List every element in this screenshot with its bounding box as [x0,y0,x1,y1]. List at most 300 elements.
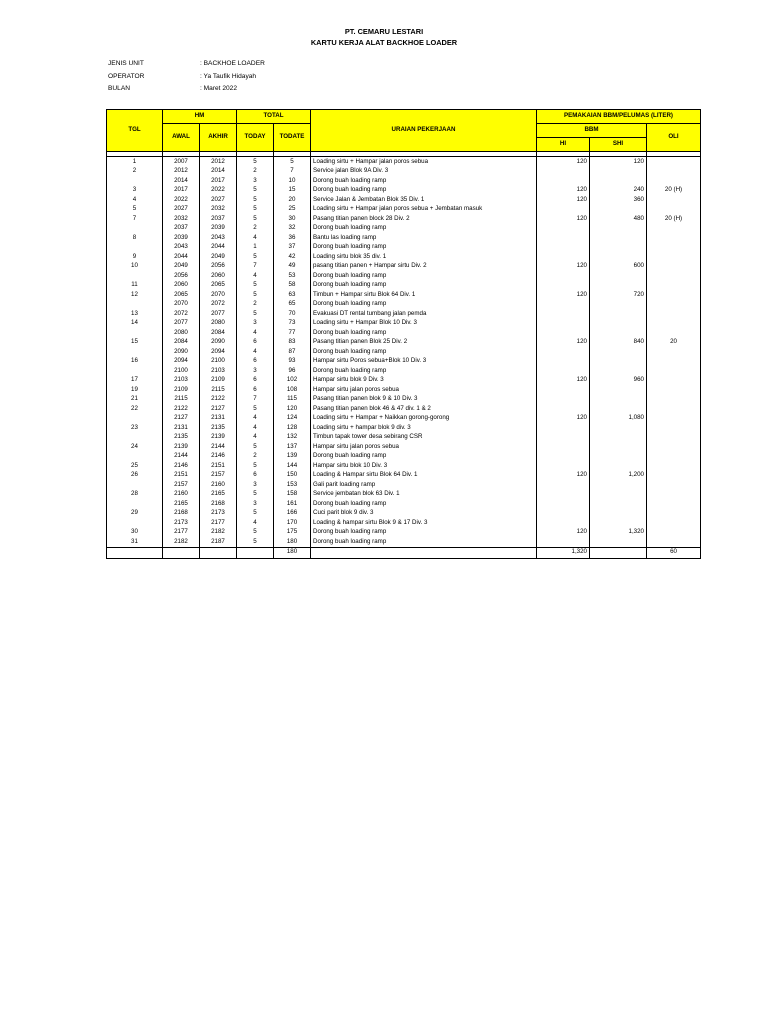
cell-uraian: pasang titian panen + Hampar sirtu Div. 2 [311,262,537,272]
cell-hi [537,509,590,519]
table-row [107,309,701,319]
cell-awal: 2049 [163,262,200,272]
cell-oli [647,195,701,205]
cell-akhir: 2012 [200,157,237,167]
cell-hi [537,537,590,547]
cell-awal: 2139 [163,442,200,452]
cell-akhir: 2090 [200,338,237,348]
cell-awal: 2135 [163,433,200,443]
cell-tgl [107,366,163,376]
cell-uraian: Dorong buah loading ramp [311,347,537,357]
cell-akhir: 2182 [200,528,237,538]
cell-tgl [107,499,163,509]
cell-awal: 2072 [163,309,200,319]
cell-today: 6 [237,357,274,367]
cell-uraian: Dorong buah loading ramp [311,243,537,253]
cell-hi: 120 [537,528,590,538]
cell-today: 5 [237,537,274,547]
table-row [107,461,701,471]
cell-shi [590,243,647,253]
cell-oli [647,461,701,471]
table-row [107,271,701,281]
cell-tgl: 9 [107,252,163,262]
cell-uraian: Hampar sirtu blok 10 Div. 3 [311,461,537,471]
cell-akhir: 2109 [200,376,237,386]
cell-shi [590,537,647,547]
cell-shi: 240 [590,186,647,196]
cell-awal: 2151 [163,471,200,481]
cell-uraian: Service Jalan & Jembatan Blok 35 Div. 1 [311,195,537,205]
cell-awal: 2115 [163,395,200,405]
table-row [107,224,701,234]
cell-uraian: Pasang titian panen Blok 25 Div. 2 [311,338,537,348]
cell-shi [590,490,647,500]
cell-awal: 2065 [163,290,200,300]
cell-tgl: 28 [107,490,163,500]
cell-today: 5 [237,490,274,500]
cell-todate: 10 [274,176,311,186]
cell-shi [590,423,647,433]
cell-todate: 83 [274,338,311,348]
cell-hi [537,366,590,376]
table-row [107,518,701,528]
cell-todate: 161 [274,499,311,509]
cell-akhir: 2084 [200,328,237,338]
cell-hi [537,442,590,452]
cell-today: 2 [237,300,274,310]
header-shi: SHI [590,138,647,152]
cell-hi [537,461,590,471]
cell-awal: 2070 [163,300,200,310]
cell-today: 6 [237,338,274,348]
cell-oli [647,300,701,310]
cell-shi [590,271,647,281]
cell-shi: 840 [590,338,647,348]
cell-akhir: 2177 [200,518,237,528]
header-awal: AWAL [163,124,200,152]
cell-tgl [107,243,163,253]
cell-todate: 128 [274,423,311,433]
table-row [107,252,701,262]
cell-uraian: Loading sirtu + Hampar + Naikkan gorong-gorong [311,414,537,424]
cell-today: 5 [237,442,274,452]
table-row [107,157,701,167]
table-row [107,395,701,405]
cell-today: 3 [237,499,274,509]
cell-todate: 96 [274,366,311,376]
cell-hi [537,233,590,243]
cell-akhir: 2056 [200,262,237,272]
cell-tgl: 5 [107,205,163,215]
table-row [107,442,701,452]
cell-todate: 30 [274,214,311,224]
cell-shi [590,205,647,215]
cell-today: 5 [237,252,274,262]
table-row [107,262,701,272]
cell-uraian: Pasang titian panen block 28 Div. 2 [311,214,537,224]
table-row [107,480,701,490]
table-row [107,537,701,547]
cell-oli [647,414,701,424]
cell-awal: 2146 [163,461,200,471]
cell-uraian: Dorong buah loading ramp [311,271,537,281]
cell-todate: 170 [274,518,311,528]
cell-shi [590,176,647,186]
cell-shi [590,480,647,490]
cell-akhir: 2103 [200,366,237,376]
cell-awal: 2103 [163,376,200,386]
cell-awal: 2037 [163,224,200,234]
cell-todate: 166 [274,509,311,519]
cell-today: 4 [237,433,274,443]
cell-today: 4 [237,347,274,357]
cell-todate: 108 [274,385,311,395]
cell-todate: 102 [274,376,311,386]
cell-oli [647,518,701,528]
cell-uraian: Loading sirtu blok 35 div. 1 [311,252,537,262]
table-row [107,509,701,519]
cell-tgl [107,176,163,186]
cell-awal: 2173 [163,518,200,528]
cell-today: 4 [237,518,274,528]
cell-oli [647,537,701,547]
cell-shi [590,252,647,262]
cell-tgl [107,433,163,443]
cell-uraian: Loading sirtu + Hampar Blok 10 Div. 3 [311,319,537,329]
header-bbm: BBM [537,124,647,138]
cell-tgl [107,347,163,357]
cell-today: 3 [237,366,274,376]
table-row [107,290,701,300]
cell-akhir: 2072 [200,300,237,310]
cell-hi: 120 [537,290,590,300]
cell-todate: 37 [274,243,311,253]
cell-awal: 2084 [163,338,200,348]
cell-uraian: Loading & Hampar sirtu Blok 64 Div. 1 [311,471,537,481]
meta-value: : Maret 2022 [200,85,238,92]
cell-awal: 2182 [163,537,200,547]
cell-oli [647,490,701,500]
cell-shi [590,319,647,329]
cell-shi [590,328,647,338]
cell-tgl: 1 [107,157,163,167]
cell-oli [647,290,701,300]
cell-oli [647,480,701,490]
cell-shi [590,395,647,405]
cell-todate: 42 [274,252,311,262]
cell-shi [590,309,647,319]
cell-oli [647,366,701,376]
cell-shi [590,509,647,519]
cell-today: 5 [237,461,274,471]
cell-hi [537,271,590,281]
cell-today: 2 [237,167,274,177]
cell-today: 5 [237,281,274,291]
cell-today: 6 [237,471,274,481]
cell-oli [647,385,701,395]
cell-awal: 2160 [163,490,200,500]
table-row [107,366,701,376]
cell-uraian: Dorong buah loading ramp [311,186,537,196]
cell-today: 5 [237,186,274,196]
cell-tgl [107,271,163,281]
table-row [107,452,701,462]
cell-todate: 53 [274,271,311,281]
cell-awal: 2165 [163,499,200,509]
cell-oli [647,328,701,338]
cell-hi [537,252,590,262]
cell-oli [647,452,701,462]
cell-awal: 2177 [163,528,200,538]
cell-tgl: 12 [107,290,163,300]
cell-uraian: Hampar sirtu blok 9 Div. 3 [311,376,537,386]
cell-awal: 2157 [163,480,200,490]
cell-hi: 120 [537,186,590,196]
table-row [107,176,701,186]
cell-shi [590,433,647,443]
cell-today: 5 [237,214,274,224]
cell-oli [647,423,701,433]
cell-akhir: 2173 [200,509,237,519]
header-hi: HI [537,138,590,152]
cell-tgl: 13 [107,309,163,319]
cell-shi [590,518,647,528]
cell-akhir: 2157 [200,471,237,481]
cell-shi [590,461,647,471]
cell-hi: 120 [537,195,590,205]
cell-oli [647,176,701,186]
cell-hi: 120 [537,214,590,224]
cell-tgl: 7 [107,214,163,224]
header-today: TODAY [237,124,274,152]
totals-row [107,547,701,558]
cell-akhir: 2077 [200,309,237,319]
cell-akhir: 2115 [200,385,237,395]
meta-label: OPERATOR [108,72,145,80]
cell-todate: 20 [274,195,311,205]
cell-today: 7 [237,395,274,405]
cell-oli [647,528,701,538]
cell-shi [590,233,647,243]
cell-today: 6 [237,376,274,386]
cell-shi [590,300,647,310]
cell-akhir: 2165 [200,490,237,500]
cell-uraian: Timbun + Hampar sirtu Blok 64 Div. 1 [311,290,537,300]
header-akhir: AKHIR [200,124,237,152]
cell-todate: 77 [274,328,311,338]
cell-tgl: 22 [107,404,163,414]
cell-awal: 2044 [163,252,200,262]
cell-todate: 132 [274,433,311,443]
cell-todate: 150 [274,471,311,481]
cell-today: 7 [237,262,274,272]
table-row [107,319,701,329]
cell-awal: 2100 [163,366,200,376]
cell-uraian: Dorong buah loading ramp [311,300,537,310]
meta-row-unit [108,60,265,73]
cell-uraian: Pasang titian panen blok 46 & 47 div. 1 & 2 [311,404,537,414]
cell-today: 4 [237,233,274,243]
cell-todate: 65 [274,300,311,310]
cell-hi [537,385,590,395]
cell-akhir: 2027 [200,195,237,205]
cell-shi [590,224,647,234]
cell-akhir: 2037 [200,214,237,224]
cell-tgl [107,518,163,528]
cell-uraian: Hampar sirtu Poros sebua+Blok 10 Div. 3 [311,357,537,367]
cell-akhir: 2032 [200,205,237,215]
cell-shi: 120 [590,157,647,167]
cell-akhir: 2187 [200,537,237,547]
cell-today: 3 [237,480,274,490]
cell-uraian: Dorong buah loading ramp [311,176,537,186]
cell-awal: 2043 [163,243,200,253]
cell-oli [647,252,701,262]
cell-akhir: 2127 [200,404,237,414]
cell-shi [590,385,647,395]
cell-today: 4 [237,414,274,424]
cell-akhir: 2146 [200,452,237,462]
cell-shi [590,347,647,357]
cell-tgl: 29 [107,509,163,519]
cell-awal: 2144 [163,452,200,462]
table-row [107,205,701,215]
cell-today: 4 [237,328,274,338]
cell-today: 5 [237,157,274,167]
cell-hi [537,243,590,253]
cell-todate: 7 [274,167,311,177]
cell-tgl: 25 [107,461,163,471]
cell-shi: 1,200 [590,471,647,481]
header-todate: TODATE [274,124,311,152]
cell-today: 4 [237,423,274,433]
cell-today: 5 [237,290,274,300]
cell-uraian: Pasang titian panen blok 9 & 10 Div. 3 [311,395,537,405]
cell-tgl: 4 [107,195,163,205]
cell-akhir: 2044 [200,243,237,253]
cell-uraian: Evakuasi DT rental tumbang jalan pemda [311,309,537,319]
cell-hi [537,518,590,528]
meta-label: JENIS UNIT [108,60,144,67]
cell-hi: 120 [537,338,590,348]
cell-uraian: Loading sirtu + Hampar jalan poros sebua + Jembatan masuk [311,205,537,215]
total-hi: 1,320 [537,547,590,558]
cell-oli [647,281,701,291]
cell-akhir: 2049 [200,252,237,262]
cell-shi [590,452,647,462]
cell-shi [590,357,647,367]
cell-akhir: 2100 [200,357,237,367]
cell-awal: 2060 [163,281,200,291]
cell-akhir: 2060 [200,271,237,281]
cell-uraian: Dorong buah loading ramp [311,366,537,376]
cell-awal: 2012 [163,167,200,177]
cell-shi: 600 [590,262,647,272]
cell-awal: 2109 [163,385,200,395]
cell-todate: 87 [274,347,311,357]
table-row [107,195,701,205]
cell-akhir: 2168 [200,499,237,509]
meta-row-month [108,85,265,98]
table-row [107,376,701,386]
cell-awal: 2080 [163,328,200,338]
cell-today: 5 [237,205,274,215]
cell-todate: 49 [274,262,311,272]
table-body [107,152,701,548]
cell-hi [537,357,590,367]
cell-akhir: 2022 [200,186,237,196]
table-row [107,414,701,424]
cell-oli [647,395,701,405]
cell-todate: 63 [274,290,311,300]
cell-uraian: Gali parit loading ramp [311,480,537,490]
cell-hi: 120 [537,414,590,424]
cell-uraian: Dorong buah loading ramp [311,499,537,509]
cell-shi [590,404,647,414]
cell-tgl: 31 [107,537,163,547]
cell-akhir: 2139 [200,433,237,443]
cell-akhir: 2065 [200,281,237,291]
table-row [107,528,701,538]
cell-oli [647,499,701,509]
cell-today: 5 [237,404,274,414]
table-row [107,347,701,357]
cell-todate: 93 [274,357,311,367]
cell-awal: 2122 [163,404,200,414]
total-todate: 180 [274,547,311,558]
cell-akhir: 2094 [200,347,237,357]
cell-uraian: Hampar sirtu jalan poros sebua [311,385,537,395]
cell-tgl: 17 [107,376,163,386]
cell-oli [647,319,701,329]
cell-today: 2 [237,224,274,234]
cell-tgl: 16 [107,357,163,367]
meta-value: : BACKHOE LOADER [200,60,265,67]
cell-hi [537,167,590,177]
cell-today: 2 [237,452,274,462]
cell-tgl [107,328,163,338]
cell-shi [590,281,647,291]
cell-today: 3 [237,176,274,186]
cell-tgl [107,300,163,310]
cell-akhir: 2043 [200,233,237,243]
cell-akhir: 2160 [200,480,237,490]
cell-hi [537,395,590,405]
table-row [107,328,701,338]
cell-oli [647,167,701,177]
cell-today: 5 [237,309,274,319]
cell-akhir: 2131 [200,414,237,424]
cell-awal: 2127 [163,414,200,424]
header-tgl: TGL [107,110,163,152]
cell-oli [647,509,701,519]
cell-uraian: Dorong buah loading ramp [311,528,537,538]
table-row [107,186,701,196]
cell-akhir: 2070 [200,290,237,300]
cell-awal: 2077 [163,319,200,329]
cell-today: 4 [237,271,274,281]
cell-todate: 15 [274,186,311,196]
cell-todate: 70 [274,309,311,319]
meta-label: BULAN [108,85,130,92]
cell-oli [647,433,701,443]
cell-tgl: 23 [107,423,163,433]
table-row [107,499,701,509]
cell-todate: 58 [274,281,311,291]
cell-todate: 32 [274,224,311,234]
cell-hi [537,490,590,500]
cell-todate: 144 [274,461,311,471]
